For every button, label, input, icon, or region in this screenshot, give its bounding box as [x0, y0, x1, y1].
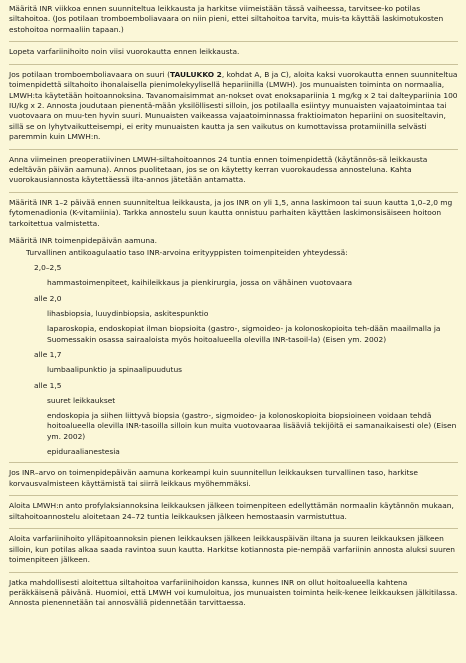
bridging-text-pre: Jos potilaan tromboemboliavaara on suuri (	[9, 70, 170, 80]
inr-range-item: suuret leikkaukset	[47, 395, 116, 405]
paragraph-bridging-therapy	[9, 70, 458, 142]
table-reference: TAULUKKO 2	[169, 70, 222, 80]
inr-list-heading: Turvallinen antikoagulaatio taso INR-arvoina erityyppisten toimenpiteiden yhteydessä:	[26, 247, 348, 257]
inr-range-item: hammastoimenpiteet, kaihileikkaus ja pienkirurgia, jossa on vähäinen vuotovaara	[47, 278, 353, 288]
divider	[9, 192, 458, 193]
divider	[9, 462, 458, 463]
inr-range-item: epiduraalianestesia	[47, 447, 120, 456]
paragraph-postop-lmwh: Aloita LMWH:n anto profylaksiannoksina leikkauksen jälkeen toimenpiteen edellyttämän normaalin käytännön mukaan, siltahoitoannostelu aloitetaan 24–72 tuntia leikkauksen jälkeen hemostaasin varmistuttua.	[9, 501, 454, 521]
divider	[9, 495, 458, 496]
paragraph-inr-too-high: Jos INR–arvo on toimenpidepäivän aamuna korkeampi kuin suunnitellun leikkauksen turvallinen taso, harkitse korvausvalmisteen käyttämistä tai siirrä leikkaus myöhemmäksi.	[9, 468, 419, 488]
paragraph-last-preop-dose: Anna viimeinen preoperatiivinen LMWH-siltahoitoannos 24 tuntia ennen toimenpidettä (käytännös-sä leikkausta edeltävän päivän aamuna). Annos puolitetaan, jos se on käytetty kerran vuorokaudessa annosteluna. Kahta vuorokausiannosta käytettäessä ilta-annos jätetään antamatta.	[9, 154, 428, 185]
inr-range-item: lihasbiopsia, luuydinbiopsia, askitespunktio	[47, 309, 209, 319]
divider	[9, 572, 458, 573]
paragraph-inr-1-2-days: Määritä INR 1–2 päivää ennen suunniteltua leikkausta, ja jos INR on yli 1,5, anna laskimoon tai suun kautta 1,0–2,0 mg fytomenadionia (K-vitamiinia). Tarkka annostelu suun kautta onnistuu parhaiten käyttäen laskimonsisäiseen hoitoon tarkoitettua valmistetta.	[9, 198, 453, 228]
inr-range-below-2-0: alle 2,0	[34, 293, 62, 303]
paragraph-inr-week-before: Määritä INR viikkoa ennen suunniteltua leikkausta ja harkitse viimeistään tässä vaiheessa, tarvitsee-ko potilas siltahoitoa. (Jos potilaan tromboemboliavaara on niin pieni, ettei siltahoitoa tarvita, muis-ta käyttää laskimotukosten estohoitoa normaaliin tapaan.)	[9, 4, 444, 34]
inr-range-item: laparoskopia, endoskopiat ilman biopsioita (gastro-, sigmoideo- ja kolonoskopioita teh-dään maailmalla ja Suomessakin osassa sairaaloista myös hoitoalueella olevilla INR-tasoil-la) (Eisen ym. 2002)	[47, 324, 441, 344]
bridging-text-post: , kohdat A, B ja C), aloita kaksi vuorokautta ennen suunniteltua toimenpidettä siltahoito ihonalaisella pienimolekyylisellä hepariinilla (LMWH). Jos munuaisten toiminta on normaalia, LMWH:ta käytetään hoitoannoksina. Tavanomaisimmat an-nokset ovat enoksapariinia 1 mg/kg x 2 tai dalteypariinia 100 IU/kg x 2. Annosta joudutaan pienentä-mään yksilöllisesti silloin, jos potilaalla esiintyy munuaisten vajaatoimintaa tai vuotovaara on muu-ten hyvin suuri. Munuaisten vaikeassa vajaatoiminnassa fraktioimaton hepariini on suositeltavin, sillä se on lyhytvaikutteisempi, ei erity munuaisten kautta ja sen vaikutus on kumottavissa protamiinilla selvästi paremmin kuin LMWH:n.	[9, 70, 458, 141]
inr-range-item: lumbaalipunktio ja spinaalipuudutus	[47, 365, 183, 375]
divider	[9, 41, 458, 42]
paragraph-restart-warfarin: Aloita varfariinihoito ylläpitoannoksin pienen leikkauksen jälkeen leikkauspäivän iltana ja suuren leikkauksen jälkeen silloin, kun potilas alkaa saada ravintoa suun kautta. Harkitse kotiannosta pie-nempää varfariinin annosta aluksi suuren toimenpiteen jälkeen.	[9, 534, 456, 565]
inr-range-below-1-5: alle 1,5	[34, 380, 62, 390]
divider	[9, 64, 458, 65]
paragraph-stop-warfarin: Lopeta varfariinihoito noin viisi vuorokautta ennen leikkausta.	[9, 47, 240, 57]
inr-range-below-1-7: alle 1,7	[34, 349, 62, 359]
paragraph-continue-bridging: Jatka mahdollisesti aloitettua siltahoitoa varfariinihoidon kanssa, kunnes INR on ollut hoitoalueella kahtena peräkkäisenä päivänä. Huomioi, että LMWH voi kumuloitua, jos munuaisten toiminta heik-kenee leikkauksen jälkitilassa. Annosta pienennetään tai annosväliä pidennetään tarvittaessa.	[9, 577, 458, 608]
inr-range-item: endoskopia ja siihen liittyvä biopsia (gastro-, sigmoideo- ja kolonoskopioita biopsioineen voidaan tehdä hoitoalueella olevilla INR-tasoilla silloin kun muita vuotovaaraa lisääviä tekijöitä ei samanaikaisesti ole) (Eisen ym. 2002)	[47, 411, 457, 441]
divider	[9, 528, 458, 529]
divider	[9, 149, 458, 150]
paragraph-inr-morning: Määritä INR toimenpidepäivän aamuna.	[9, 235, 158, 245]
inr-range-2-0-2-5: 2,0–2,5	[34, 263, 62, 273]
